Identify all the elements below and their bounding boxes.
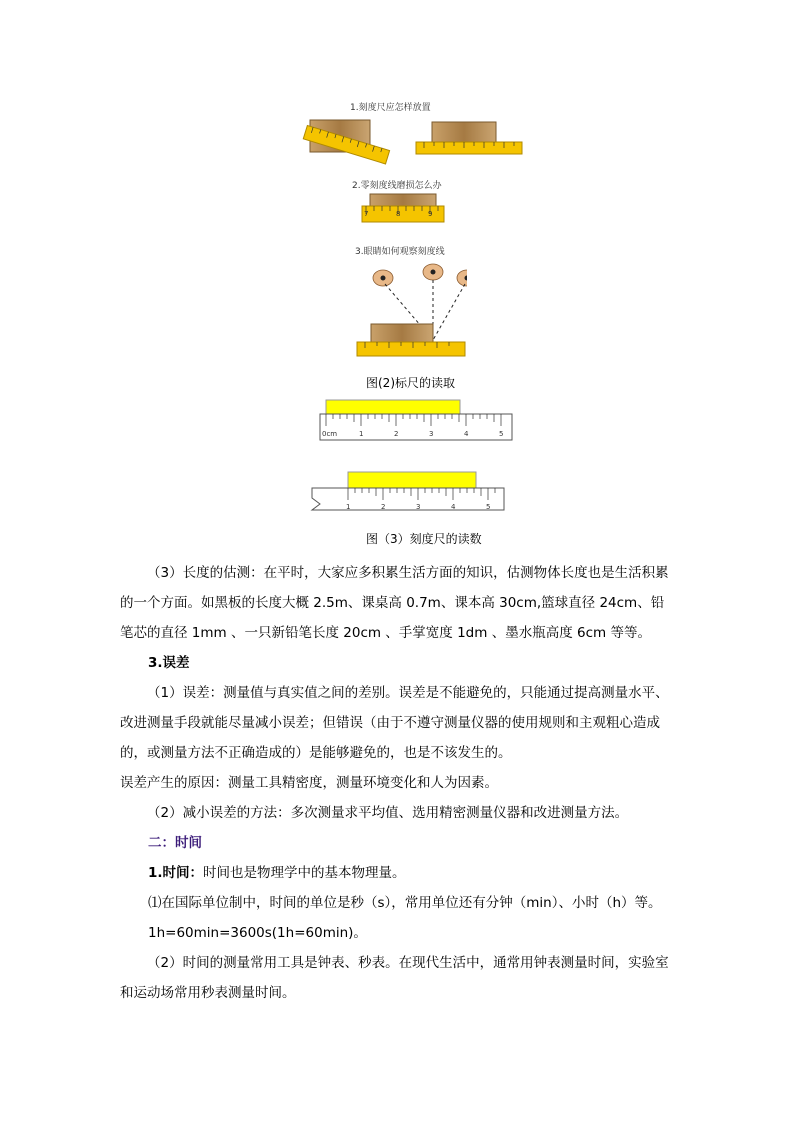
tick-8: 8 [396,210,401,218]
paragraph-time-conversion: 1h=60min=3600s(1h=60min)。 [148,925,367,941]
ruler2-tick-5: 5 [486,503,491,511]
heading-time: 二：时间 [148,835,202,851]
ruler2-tick-2: 2 [381,503,386,511]
ruler1-tick-2: 2 [394,430,399,438]
paragraph-reduce-error: （2）减小误差的方法：多次测量求平均值、选用精密测量仪器和改进测量方法。 [147,805,629,821]
paragraph-error-definition: （1）误差：测量值与真实值之间的差别。误差是不能避免的，只能通过提高测量水平、改进测量手段就能尽量减小误差；但错误（由于不遵守测量仪器的使用规则和主观粗心造成的，或测量方法不正确造成的）是能够避免的，也是不该发生的。 [120,685,669,761]
ruler2-tick-4: 4 [451,503,456,511]
figure-caption-3: 图（3）刻度尺的读数 [366,532,482,546]
ruler-reading-1 [318,398,514,444]
figure-label-3: 3.眼睛如何观察刻度线 [355,247,445,257]
eye-reading-illustration [355,258,467,362]
ruler2-tick-1: 1 [346,503,351,511]
paragraph-error-causes: 误差产生的原因：测量工具精密度，测量环境变化和人为因素。 [120,775,498,791]
ruler1-tick-1: 1 [359,430,364,438]
time-intro-text: 时间也是物理学中的基本物理量。 [203,865,406,881]
eye-icon [373,264,467,286]
paragraph-length-estimation: （3）长度的估测：在平时，大家应多积累生活方面的知识，估测物体长度也是生活积累的一个方面。如黑板的长度大概 2.5m、课桌高 0.7m、课本高 30cm,篮球直径 24cm、铅笔芯的直径 1mm 、一只新铅笔长度 20cm 、手掌宽度 1dm 、墨水瓶高度 6cm 等等。 [120,565,669,641]
figure-label-1: 1.刻度尺应怎样放置 [350,103,431,113]
ruler1-tick-0: 0cm [322,430,338,438]
paragraph-time-units: ⑴在国际单位制中，时间的单位是秒（s），常用单位还有分钟（min）、小时（h）等。 [148,895,662,911]
paragraph-time-intro [148,858,704,888]
worn-zero-ruler-illustration [360,192,446,224]
ruler-reading-2 [310,470,506,516]
tick-7: 7 [364,210,369,218]
figure-label-2: 2.零刻度线磨损怎么办 [352,181,442,191]
ruler1-tick-3: 3 [429,430,434,438]
ruler1-tick-4: 4 [464,430,469,438]
paragraph-time-tools: （2）时间的测量常用工具是钟表、秒表。在现代生活中，通常用钟表测量时间，实验室和运动场常用秒表测量时间。 [120,955,669,1001]
tick-9: 9 [428,210,433,218]
ruler1-tick-5: 5 [499,430,504,438]
heading-error: 3.误差 [148,655,190,671]
time-label: 1.时间： [148,865,204,881]
ruler2-tick-3: 3 [416,503,421,511]
ruler-placement-illustration [296,112,530,174]
figure-caption-2: 图(2)标尺的读取 [366,376,455,390]
